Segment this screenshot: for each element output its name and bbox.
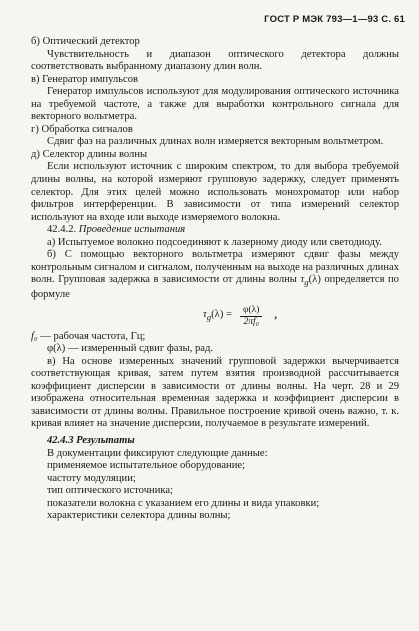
item-v-text: Генератор импульсов используют для модулирования оптического источника на требуемой частоте, а также для выработки контрольного сигнала для векторного вольтметра. <box>31 86 399 123</box>
f0-text: — рабочая частота, Гц; <box>37 330 146 342</box>
formula-denominator: 2πf₀ <box>243 316 259 327</box>
f0-symbol: f₀ <box>31 330 38 342</box>
step-a-text: а) Испытуемое волокно подсоединяют к лазерному диоду или светодиоду. <box>47 236 382 248</box>
item-b-text: Чувствительность и диапазон оптического детектора должны соответствовать выбранному диапазону длин волн. <box>31 48 399 73</box>
phi-text: — измеренный сдвиг фазы, рад. <box>65 343 214 355</box>
item-v-title: в) Генератор импульсов <box>31 73 139 85</box>
step-b-text <box>31 249 399 301</box>
item-g-text: Сдвиг фаз на различных длинах волн измеряется векторным вольтметром. <box>47 136 384 148</box>
section-4242-heading <box>31 224 399 237</box>
results-item-4: показатели волокна с указанием его длины и вида упаковки; <box>47 497 320 509</box>
section-number: 42.4.2. <box>47 224 77 236</box>
section-4243-heading <box>31 435 399 448</box>
tau-symbol: τ <box>300 274 305 286</box>
results-intro: В документации фиксируют следующие данные: <box>47 447 268 459</box>
item-g-title: г) Обработка сигналов <box>31 123 133 135</box>
section-title-results: Результаты <box>76 434 135 446</box>
formula-arg: (λ) = <box>211 308 232 320</box>
page-header: ГОСТ Р МЭК 793—1—93 С. 61 <box>264 14 405 25</box>
group-delay-formula <box>81 305 399 328</box>
formula-numerator: φ(λ) <box>240 305 262 317</box>
document-body <box>31 36 399 523</box>
tau-subscript: g <box>304 277 309 288</box>
step-b-part2: (λ) определяется по формуле <box>31 274 399 301</box>
phi-symbol: φ(λ) <box>47 343 66 355</box>
step-v-text: в) На основе измеренных значений групповой задержки вычерчивается соответствующая кривая, затем путем взятия производной рассчитывается коэффициент дисперсии в зависимости от длины волны. На черт. 28 и 29 изображена относительная временная задержка и коэффициент дисперсии в зависимости от длины волны. Правильное построение кривой очень важно, т. к. кривая влияет на значение дисперсии, получаемое в результате измерений. <box>31 355 399 430</box>
section-title: Проведение испытания <box>78 224 186 236</box>
formula-fraction <box>240 305 262 328</box>
formula-end: , <box>274 309 278 321</box>
results-item-2: частоту модуляции; <box>47 472 136 484</box>
item-d-title: д) Селектор длины волны <box>31 148 148 160</box>
item-d-text: Если используют источник с широким спектром, то для выбора требуемой длины волны, на которой измеряют групповую задержку, следует применять селектор. Для этих целей можно использовать монохроматор или набор фильтров интерференции. В зависимости от типа измерений селектор используют на входе или выходе измеряемого волокна. <box>31 161 399 223</box>
step-b-part1: б) С помощью векторного вольтметра измеряют сдвиг фазы между контрольным сигналом и сигналом, полученным на выходе на различных длинах волн. Групповая задержка в зависимости от длины волны <box>31 249 399 286</box>
item-b-title: б) Оптический детектор <box>31 36 140 47</box>
formula-lhs <box>203 309 232 324</box>
section-number-results: 42.4.3 <box>47 434 74 446</box>
results-item-3: тип оптического источника; <box>47 485 173 497</box>
formula-sub: g <box>206 311 212 322</box>
formula-tau: τ <box>202 308 207 320</box>
where-f0 <box>31 331 399 344</box>
where-phi <box>31 343 399 356</box>
results-item-1: применяемое испытательное оборудование; <box>47 460 246 472</box>
results-item-5: характеристики селектора длины волны; <box>47 510 231 522</box>
